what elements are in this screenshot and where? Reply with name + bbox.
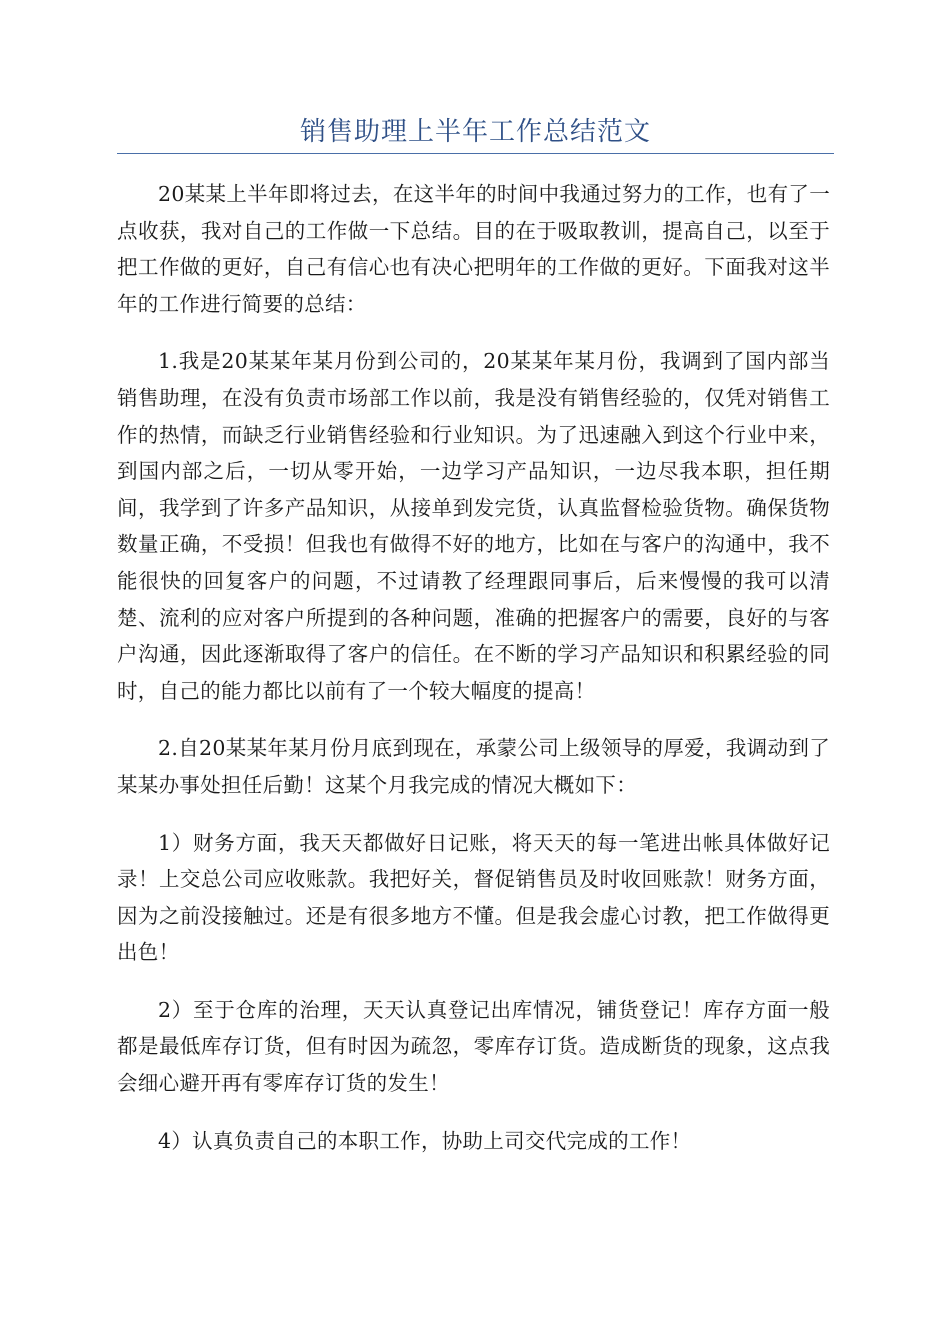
document-title: 销售助理上半年工作总结范文 (299, 117, 651, 147)
paragraph-item-1: 1.我是20某某年某月份到公司的，20某某年某月份，我调到了国内部当销售助理，在没有负责市场部工作以前，我是没有销售经验的，仅凭对销售工作的热情，而缺乏行业销售经验和行业知识。为了迅速融入到这个行业中来，到国内部之后，一切从零开始，一边学习产品知识，一边尽我本职，担任期间，我学到了许多产品知识，从接单到发完货，认真监督检验货物。确保货物数量正确，不受损！但我也有做得不好的地方，比如在与客户的沟通中，我不能很快的回复客户的问题，不过请教了经理跟同事后，后来慢慢的我可以清楚、流利的应对客户所提到的各种问题，准确的把握客户的需要，良好的与客户沟通，因此逐渐取得了客户的信任。在不断的学习产品知识和积累经验的同时，自己的能力都比以前有了一个较大幅度的提高！ (117, 349, 830, 703)
paragraph-warehouse: 2）至于仓库的治理，天天认真登记出库情况，铺货登记！库存方面一般都是最低库存订货，但有时因为疏忽，零库存订货。造成断货的现象，这点我会细心避开再有零库存订货的发生！ (117, 997, 830, 1096)
document-body (117, 176, 830, 1180)
title-underline (117, 153, 834, 154)
paragraph-intro: 20某某上半年即将过去，在这半年的时间中我通过努力的工作，也有了一点收获，我对自己的工作做一下总结。目的在于吸取教训，提高自己，以至于把工作做的更好，自己有信心也有决心把明年的工作做的更好。下面我对这半年的工作进行简要的总结： (117, 182, 830, 316)
paragraph-finance: 1）财务方面，我天天都做好日记账，将天天的每一笔进出帐具体做好记录！上交总公司应收账款。我把好关，督促销售员及时收回账款！财务方面，因为之前没接触过。还是有很多地方不懂。但是我会虚心讨教，把工作做得更出色！ (117, 830, 830, 965)
paragraph-item-2: 2.自20某某年某月份月底到现在，承蒙公司上级领导的厚爱，我调动到了某某办事处担任后勤！这某个月我完成的情况大概如下： (117, 736, 830, 797)
paragraph-duties: 4）认真负责自己的本职工作，协助上司交代完成的工作！ (158, 1128, 692, 1153)
